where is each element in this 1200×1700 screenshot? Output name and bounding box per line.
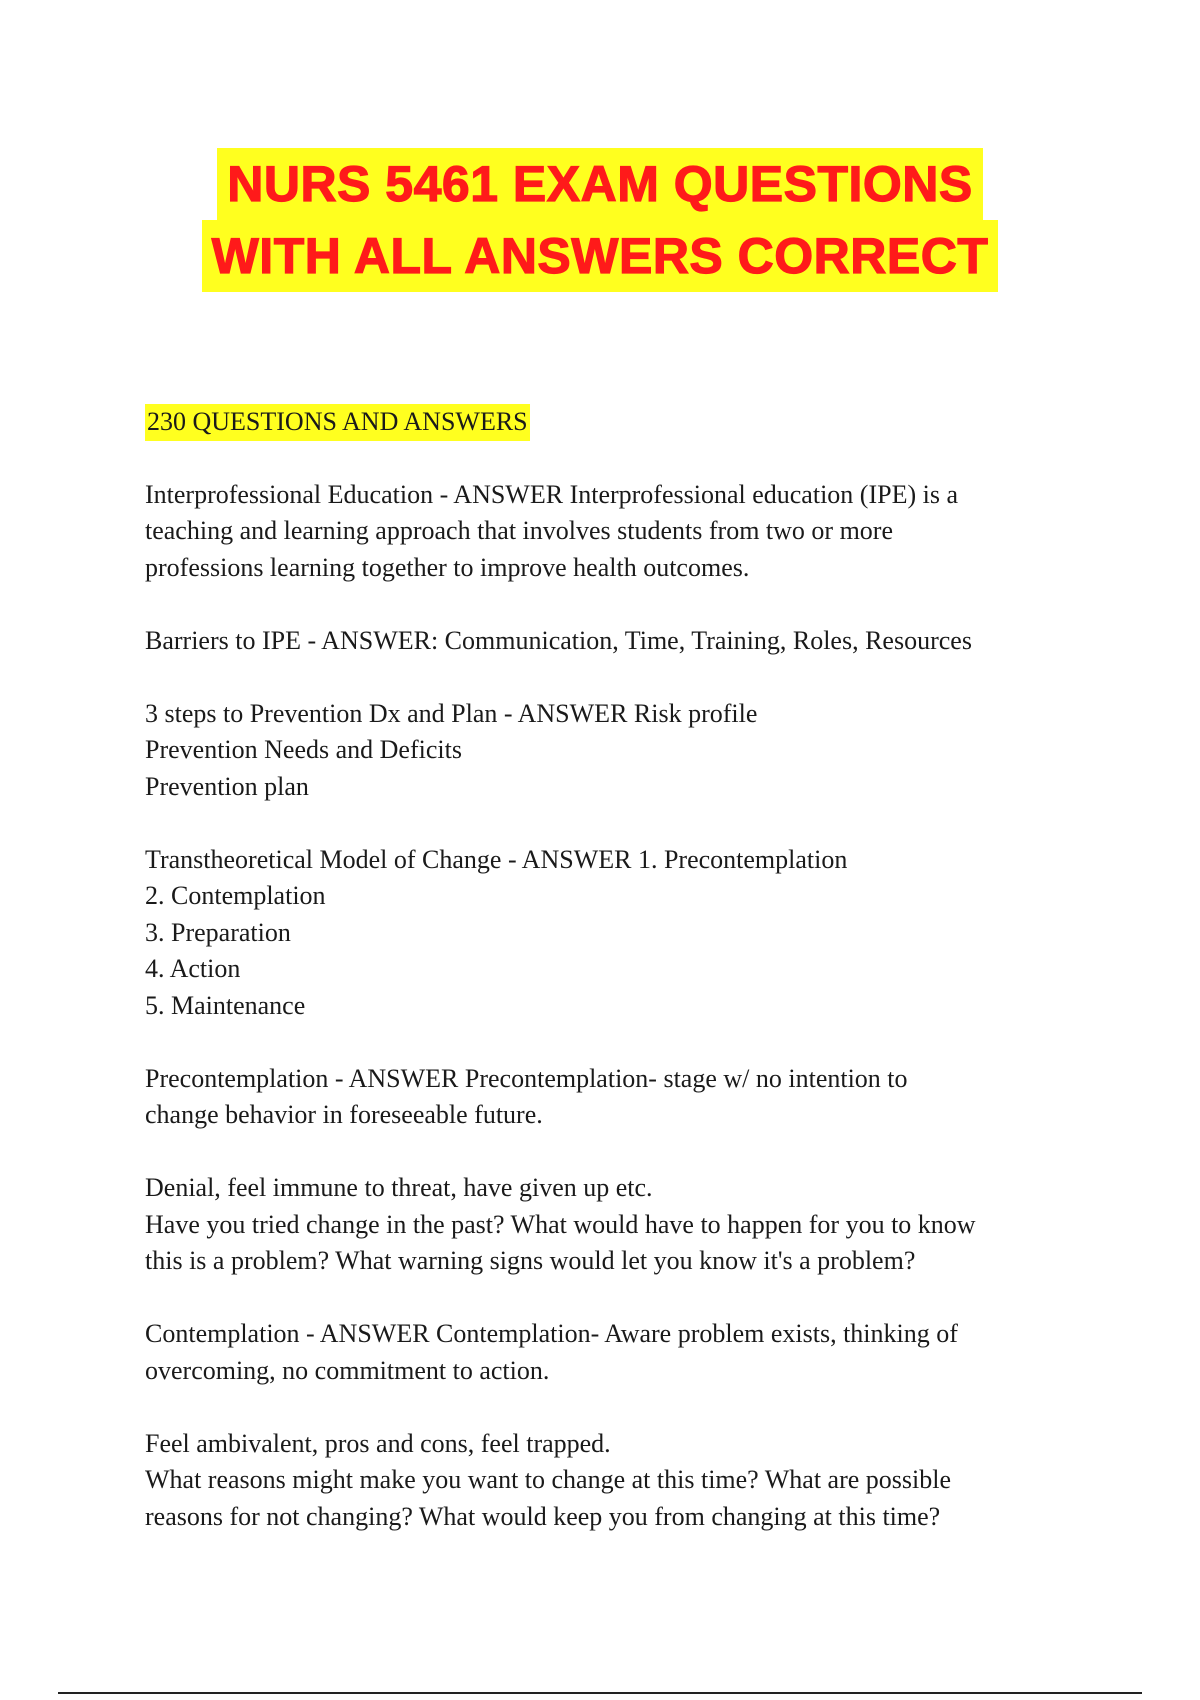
qa-entry-prevention-steps (145, 696, 1075, 806)
entry-line: change behavior in foreseeable future. (145, 1100, 543, 1129)
qa-entry-barriers-to-ipe (145, 623, 1075, 660)
question-count-label: 230 QUESTIONS AND ANSWERS (145, 404, 530, 441)
entry-line: Barriers to IPE - ANSWER: Communication, Time, Training, Roles, Resources (145, 625, 972, 655)
entry-line: Have you tried change in the past? What would have to happen for you to know (145, 1209, 976, 1239)
entry-line: 2. Contemplation (145, 881, 326, 910)
page-bottom-rule (58, 1692, 1142, 1694)
title-line-1: NURS 5461 EXAM QUESTIONS (217, 148, 983, 220)
entry-line: 5. Maintenance (145, 990, 306, 1020)
entry-line: Prevention Needs and Deficits (145, 735, 462, 764)
entry-line: teaching and learning approach that involves students from two or more (145, 516, 894, 545)
entry-line: reasons for not changing? What would keep you from changing at this time? (145, 1501, 941, 1531)
entry-line: professions learning together to improve health outcomes. (145, 552, 750, 582)
document-title (0, 148, 1200, 292)
entry-line: 3 steps to Prevention Dx and Plan - ANSWER Risk profile (145, 698, 758, 728)
document-body (145, 404, 1075, 1572)
qa-entry-transtheoretical-model (145, 842, 1075, 1025)
entry-line: Interprofessional Education - ANSWER Interprofessional education (IPE) is a (145, 479, 958, 509)
qa-entry-contemplation-notes (145, 1426, 1075, 1536)
entry-line: Contemplation - ANSWER Contemplation- Aware problem exists, thinking of (145, 1319, 958, 1348)
entry-line: 4. Action (145, 954, 241, 983)
entry-line: Precontemplation - ANSWER Precontemplation- stage w/ no intention to (145, 1063, 908, 1093)
entry-line: Prevention plan (145, 771, 309, 801)
title-line-2: WITH ALL ANSWERS CORRECT (202, 220, 999, 292)
qa-entry-interprofessional-education (145, 477, 1075, 587)
entry-line: 3. Preparation (145, 917, 291, 947)
entry-line: Transtheoretical Model of Change - ANSWER 1. Precontemplation (145, 844, 848, 874)
qa-entry-precontemplation (145, 1061, 1075, 1134)
entry-line: Denial, feel immune to threat, have given up etc. (145, 1173, 653, 1202)
entry-line: this is a problem? What warning signs would let you know it's a problem? (145, 1246, 916, 1275)
qa-entry-contemplation (145, 1316, 1075, 1389)
entry-line: Feel ambivalent, pros and cons, feel trapped. (145, 1428, 611, 1458)
entry-line: overcoming, no commitment to action. (145, 1355, 550, 1385)
qa-entry-precontemplation-notes (145, 1170, 1075, 1280)
entry-line: What reasons might make you want to change at this time? What are possible (145, 1465, 952, 1494)
